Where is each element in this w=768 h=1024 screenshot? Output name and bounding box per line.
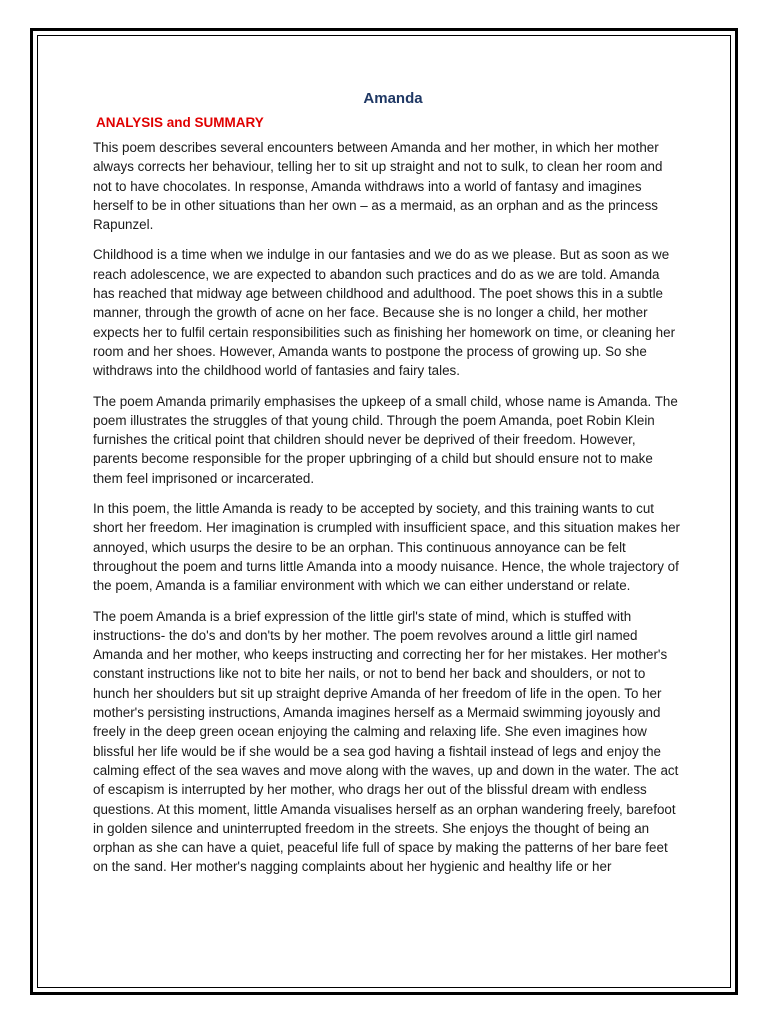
paragraph-5: The poem Amanda is a brief expression of the little girl's state of mind, which is stuffed with instructions- the do's and don'ts by her mother. The poem revolves around a little girl named Amanda and her mother, who keeps instructing and correcting her for her mistakes. Her mother's constant instructions like not to bite her nails, or not to bend her back and shoulders, or not to hunch her shoulders but sit up straight deprive Amanda of her freedom of life in the open. To her mother's persisting instructions, Amanda imagines herself as a Mermaid swimming joyously and freely in the deep green ocean enjoying the calming and relaxing life. She even imagines how blissful her life would be if she would be a sea god having a fishtail instead of legs and enjoy the calming effect of the sea waves and move along with the waves, up and down in the water. The act of escapism is interrupted by her mother, who drags her out of the blissful dream with endless questions. At this moment, little Amanda visualises herself as an orphan wandering freely, barefoot in golden silence and uninterrupted freedom in the streets. She enjoys the thought of being an orphan as she can have a quiet, peaceful life full of space by making the patterns of her bare feet on the sand. Her mother's nagging complaints about her hygienic and healthy life or her (93, 608, 679, 875)
paragraph-1: This poem describes several encounters between Amanda and her mother, in which her mother always corrects her behaviour, telling her to sit up straight and not to sulk, to clean her room and not to have chocolates. In response, Amanda withdraws into a world of fantasy and imagines herself to be in other situations than her own – as a mermaid, as an orphan and as the princess Rapunzel. (93, 140, 663, 233)
document-content (93, 90, 683, 888)
paragraph-3: The poem Amanda primarily emphasises the upkeep of a small child, whose name is Amanda. The poem illustrates the struggles of that young child. Through the poem Amanda, poet Robin Klein furnishes the critical point that children should never be deprived of their freedom. However, parents become responsible for the proper upbringing of a child but should ensure not to make them feel imprisoned or incarcerated. (93, 393, 678, 486)
document-title: Amanda (363, 90, 423, 107)
paragraph-4: In this poem, the little Amanda is ready to be accepted by society, and this training wants to cut short her freedom. Her imagination is crumpled with insufficient space, and this situation makes her annoyed, which usurps the desire to be an orphan. This continuous annoyance can be felt throughout the poem and turns little Amanda into a moody nuisance. Hence, the whole trajectory of the poem, Amanda is a familiar environment with which we can either understand or relate. (93, 501, 680, 594)
section-heading: ANALYSIS and SUMMARY (96, 115, 264, 130)
paragraph-2: Childhood is a time when we indulge in our fantasies and we do as we please. But as soon as we reach adolescence, we are expected to abandon such practices and do as we are told. Amanda has reached that midway age between childhood and adulthood. The poet shows this in a subtle manner, through the growth of acne on her face. Because she is no longer a child, her mother expects her to fulfil certain responsibilities such as finishing her homework on time, or cleaning her room and her shoes. However, Amanda wants to postpone the process of growing up. So she withdraws into the childhood world of fantasies and fairy tales. (93, 247, 676, 379)
